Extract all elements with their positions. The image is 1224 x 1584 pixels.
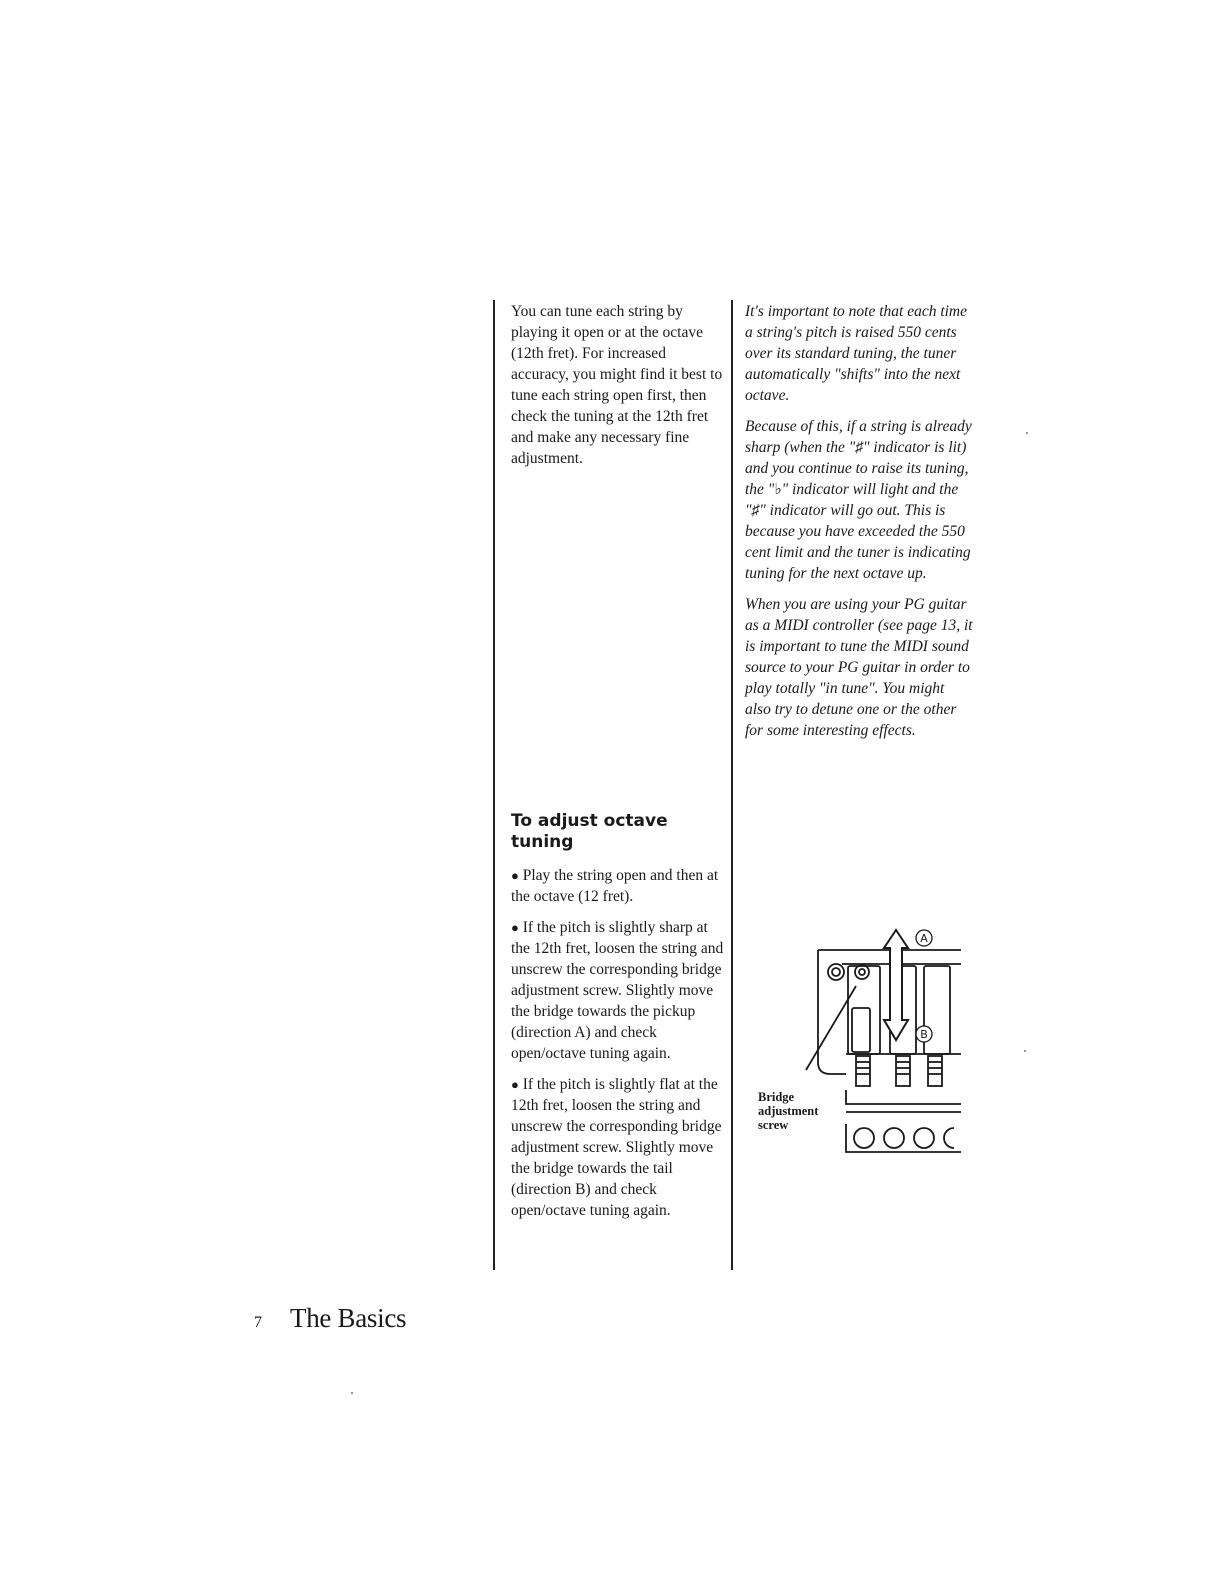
page-number: 7 (254, 1314, 262, 1331)
scan-speck (351, 1392, 353, 1394)
bullet-text: If the pitch is slightly sharp at the 12th fret, loosen the string and unscrew the corresponding bridge adjustment screw. Slightly move the bridge towards the pickup (direction A) and check open/octave tuning again. (511, 919, 724, 1062)
bullet-item (511, 865, 726, 907)
diagram-label-a: A (920, 932, 928, 945)
bullet-dot-icon: ● (511, 920, 519, 935)
bullet-item (511, 1074, 726, 1221)
direction-arrow (884, 930, 908, 1040)
middle-column-rule (731, 300, 733, 1270)
left-column-rule (493, 300, 495, 1270)
bullet-item (511, 917, 726, 1064)
note-paragraph: It's important to note that each time a string's pitch is raised 550 cents over its standard tuning, the tuner automatically "shifts" into the next octave. (745, 303, 968, 404)
bullet-text: Play the string open and then at the octave (12 fret). (511, 867, 719, 905)
diagram-label-b: B (920, 1028, 928, 1041)
scan-speck (1026, 432, 1028, 434)
section-title: The Basics (290, 1303, 407, 1333)
scan-speck (1024, 1050, 1026, 1052)
note-paragraph: When you are using your PG guitar as a MIDI controller (see page 13, it is important to tune the MIDI sound source to your PG guitar in order to play totally "in tune". You might also try to detune one or the other for some interesting effects. (745, 596, 973, 739)
bullet-text: If the pitch is slightly flat at the 12th fret, loosen the string and unscrew the corresponding bridge adjustment screw. Slightly move the bridge towards the tail (direction B) and check open/octave tuning again. (511, 1076, 722, 1219)
note-paragraph: Because of this, if a string is already sharp (when the "♯" indicator is lit) and you continue to raise its tuning, the "♭" indicator will light and the "♯" indicator will go out. This is because you have exceeded the 550 cent limit and the tuner is indicating tuning for the next octave up. (745, 418, 972, 582)
bridge-screw-callout: Bridge adjustment screw (758, 1090, 819, 1132)
intro-paragraph: You can tune each string by playing it open or at the octave (12th fret). For increased accuracy, you might find it best to tune each string open first, then check the tuning at the 12th fret and make any necessary fine adjustment. (511, 303, 723, 467)
right-column-notes (745, 301, 973, 751)
octave-tuning-section (511, 811, 726, 1231)
section-heading: To adjust octave tuning (511, 811, 668, 852)
bullet-dot-icon: ● (511, 868, 519, 883)
bullet-dot-icon: ● (511, 1077, 519, 1092)
left-column-intro (511, 301, 726, 479)
